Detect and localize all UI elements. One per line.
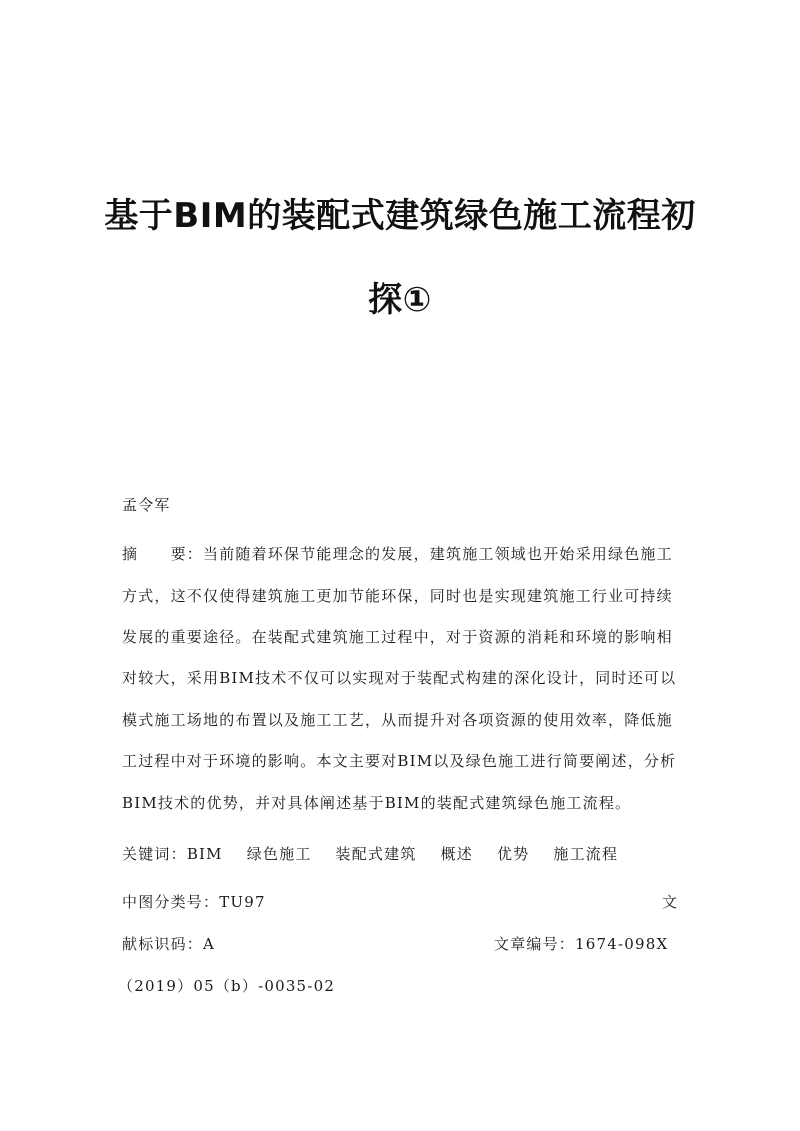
document-code: 献标识码：A [122, 935, 216, 953]
keyword: 绿色施工 [246, 845, 312, 863]
abstract-line: 方式，这不仅使得建筑施工更加节能环保，同时也是实现建筑施工行业可持续 [122, 587, 673, 605]
abstract-line: 工过程中对于环境的影响。本文主要对BIM以及绿色施工进行简要阐述，分析 [122, 752, 677, 770]
abstract-line: 对较大，采用BIM技术不仅可以实现对于装配式构建的深化设计，同时还可以 [122, 669, 677, 687]
abstract-line: BIM技术的优势，并对具体阐述基于BIM的装配式建筑绿色施工流程。 [122, 794, 632, 812]
abstract-line: 摘 要：当前随着环保节能理念的发展，建筑施工领域也开始采用绿色施工 [122, 545, 673, 563]
issue-info: （2019）05（b）-0035-02 [118, 977, 336, 995]
abstract-line: 发展的重要途径。在装配式建筑施工过程中，对于资源的消耗和环境的影响相 [122, 628, 673, 646]
keywords-row [122, 843, 642, 864]
keyword: 概述 [440, 845, 473, 863]
classification-number: 中图分类号：TU97 [122, 893, 266, 911]
article-number: 文章编号：1674-098X [494, 935, 669, 953]
keywords-label: 关键词： [122, 845, 187, 863]
keyword: 优势 [496, 845, 530, 863]
document-code-prefix: 文 [662, 893, 679, 911]
keyword: BIM [186, 845, 223, 863]
keyword: 装配式建筑 [335, 845, 417, 863]
paper-title-line-2: 探① [368, 280, 432, 320]
keyword: 施工流程 [553, 845, 619, 863]
paper-title-line-1: 基于BIM的装配式建筑绿色施工流程初 [104, 196, 696, 236]
author-name: 孟令军 [122, 496, 171, 514]
abstract-line: 模式施工场地的布置以及施工工艺，从而提升对各项资源的使用效率，降低施 [122, 711, 673, 729]
